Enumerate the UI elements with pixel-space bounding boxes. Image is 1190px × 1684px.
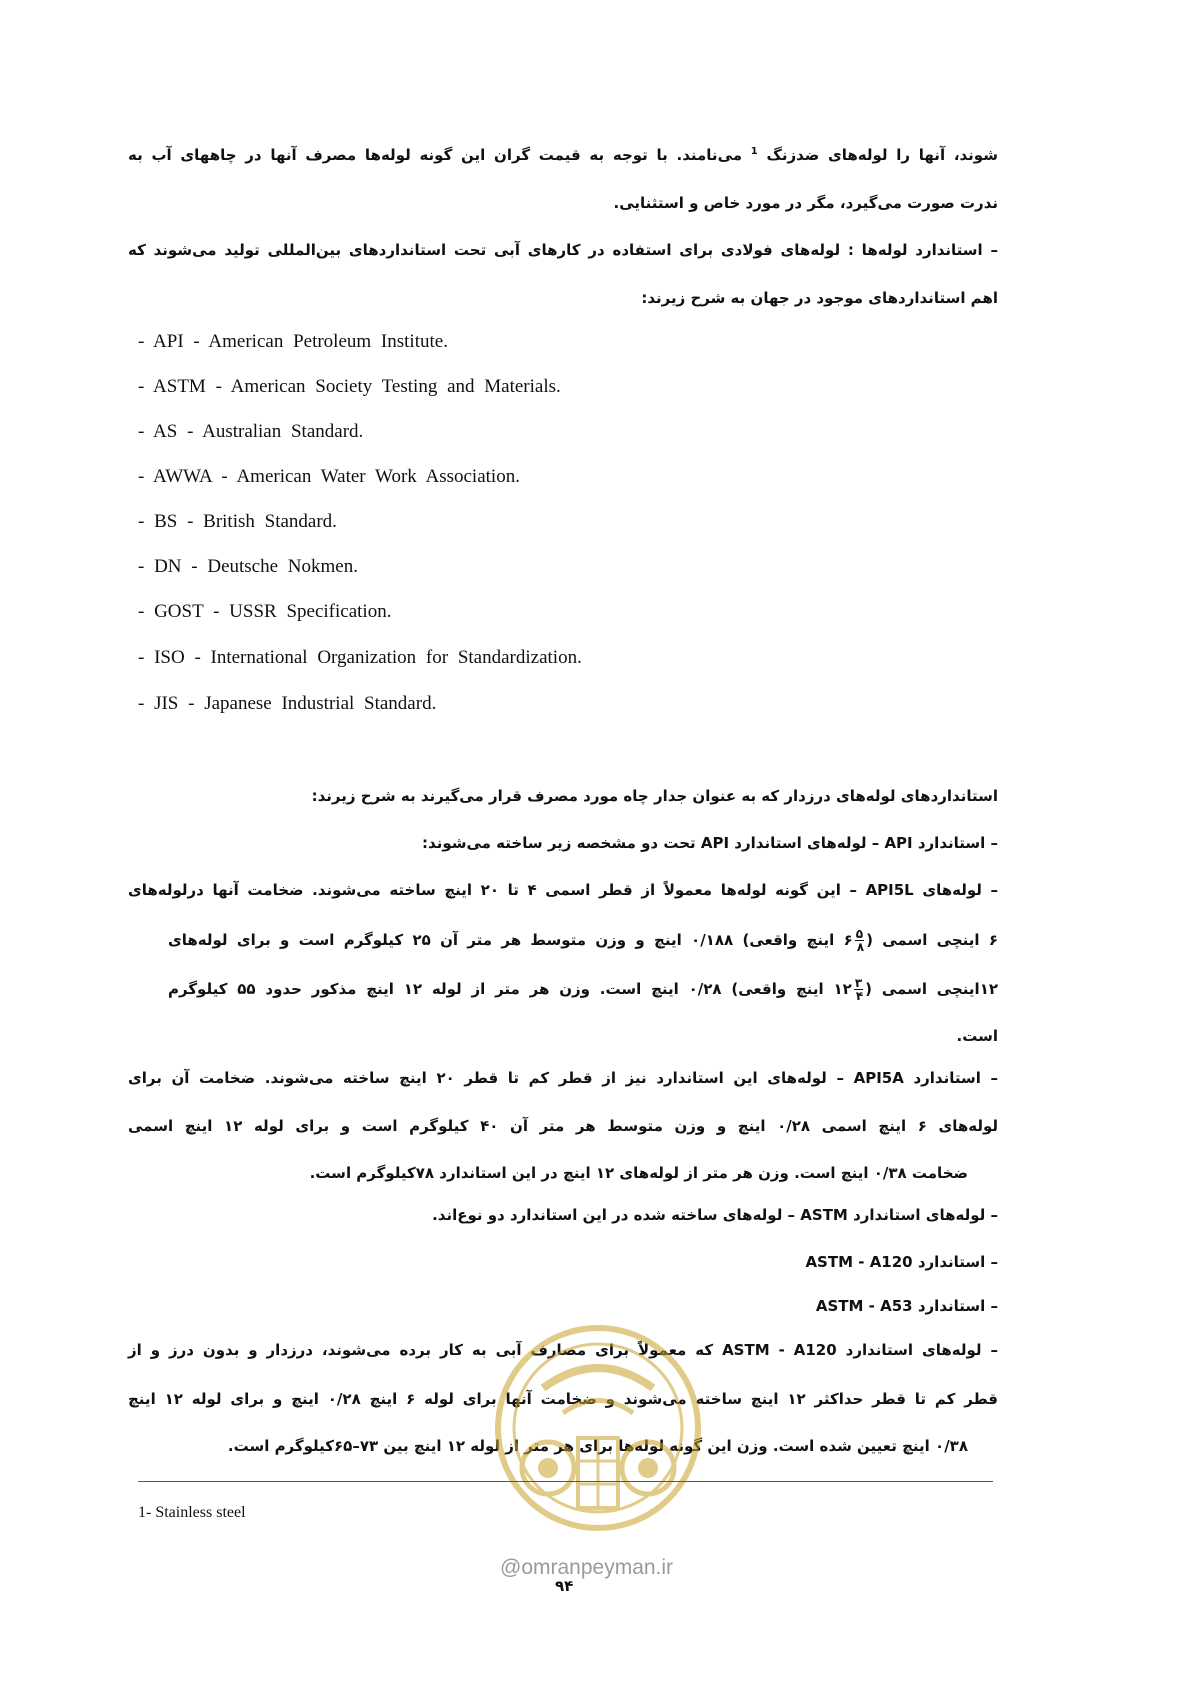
para-top-line-3: – استاندارد لوله‌ها : لوله‌های فولادی برای استفاده در کارهای آبی تحت استانداردهای بین‌المللی تولید می‌شوند که <box>128 241 998 259</box>
para-top-line-1: شوند، آنها را لوله‌های ضدزنگ $^1$ می‌نامند. با توجه به قیمت گران این گونه لوله‌ها مصرف آنها در چاههای آب به <box>128 146 998 164</box>
api-line: – استاندارد API – لوله‌های استاندارد API تحت دو مشخصه زیر ساخته می‌شوند: <box>422 834 998 852</box>
footnote-separator <box>138 1481 993 1482</box>
standard-item: - AS - Australian Standard. <box>138 421 364 442</box>
astm-para-line-1: – لوله‌های استاندارد ASTM - A120 که معمولاً برای مصارف آبی به کار برده می‌شوند، درزدار و بدون درز و از <box>128 1341 998 1359</box>
para-top-line-2: ندرت صورت می‌گیرد، مگر در مورد خاص و استثنایی. <box>613 194 998 212</box>
standard-item: - API - American Petroleum Institute. <box>138 331 448 352</box>
api5a-line-2: لوله‌های ۶ اینچ اسمی ۰/۲۸ اینچ و وزن متوسط هر متر آن ۴۰ کیلوگرم است و برای لوله ۱۲ اینچ اسمی <box>128 1117 999 1135</box>
astm-a120: – استاندارد ASTM - A120 <box>805 1253 998 1271</box>
api5l-line-2: ۶ اینچی اسمی ( $\frac{۵}{۸}$ ۶ اینچ واقعی) ۰/۱۸۸ اینچ و وزن متوسط هر متر آن ۲۵ کیلوگرم است و برای لوله‌های <box>168 927 998 954</box>
para-top-line-4: اهم استانداردهای موجود در جهان به شرح زیرند: <box>641 289 998 307</box>
standard-item: - JIS - Japanese Industrial Standard. <box>138 693 437 714</box>
standard-item: - BS - British Standard. <box>138 511 337 532</box>
section2-intro: استانداردهای لوله‌های درزدار که به عنوان جدار چاه مورد مصرف قرار می‌گیرند به شرح زیرند: <box>311 787 998 805</box>
api5a-line-1: – استاندارد API5A – لوله‌های این استاندارد نیز از قطر کم تا قطر ۲۰ اینچ ساخته می‌شوند. ضخامت آن برای <box>128 1069 999 1087</box>
standard-item: - ASTM - American Society Testing and Materials. <box>138 376 561 397</box>
fraction-three-quarters: $\frac{۳}{۴}$ <box>854 976 864 1003</box>
api5a-line-3: ضخامت ۰/۳۸ اینچ است. وزن هر متر از لوله‌های ۱۲ اینچ در این استاندارد ۷۸کیلوگرم است. <box>309 1164 968 1182</box>
footnote: 1- Stainless steel <box>138 1504 246 1521</box>
astm-line: – لوله‌های استاندارد ASTM – لوله‌های ساخته شده در این استاندارد دو نوع‌اند. <box>432 1206 998 1224</box>
api5l-line-4: است. <box>956 1027 998 1045</box>
watermark-url: @omranpeyman.ir <box>500 1556 674 1579</box>
astm-para-line-2: قطر کم تا قطر حداکثر ۱۲ اینچ ساخته می‌شوند و ضخامت آنها برای لوله ۶ اینچ ۰/۲۸ اینچ و برای لوله ۱۲ اینچ <box>128 1390 998 1408</box>
standard-item: - DN - Deutsche Nokmen. <box>138 556 358 577</box>
standard-item: - AWWA - American Water Work Association. <box>138 466 520 487</box>
api5l-line-1: – لوله‌های API5L – این گونه لوله‌ها معمولاً از قطر اسمی ۴ تا ۲۰ اینچ ساخته می‌شوند. ضخامت آنها درلوله‌های <box>128 881 999 899</box>
astm-para-line-3: ۰/۳۸ اینچ تعیین شده است. وزن این گونه لوله‌ها برای هر متر از لوله ۱۲ اینچ بین ۷۳–۶۵کیلوگرم است. <box>227 1437 968 1455</box>
page-number: ۹۴ <box>555 1577 574 1595</box>
api5l-line-3: ۱۲اینچی اسمی ( $\frac{۳}{۴}$ ۱۲ اینچ واقعی) ۰/۲۸ اینچ است. وزن هر متر از لوله ۱۲ اینچ مذکور حدود ۵۵ کیلوگرم <box>168 976 998 1003</box>
fraction-five-eighths: $\frac{۵}{۸}$ <box>855 927 865 954</box>
astm-a53: – استاندارد ASTM - A53 <box>815 1297 998 1315</box>
watermark-logo-icon <box>488 1318 708 1562</box>
standard-item: - GOST - USSR Specification. <box>138 601 392 622</box>
standard-item: - ISO - International Organization for Standardization. <box>138 647 582 668</box>
footnote-ref: 1 <box>750 146 758 157</box>
